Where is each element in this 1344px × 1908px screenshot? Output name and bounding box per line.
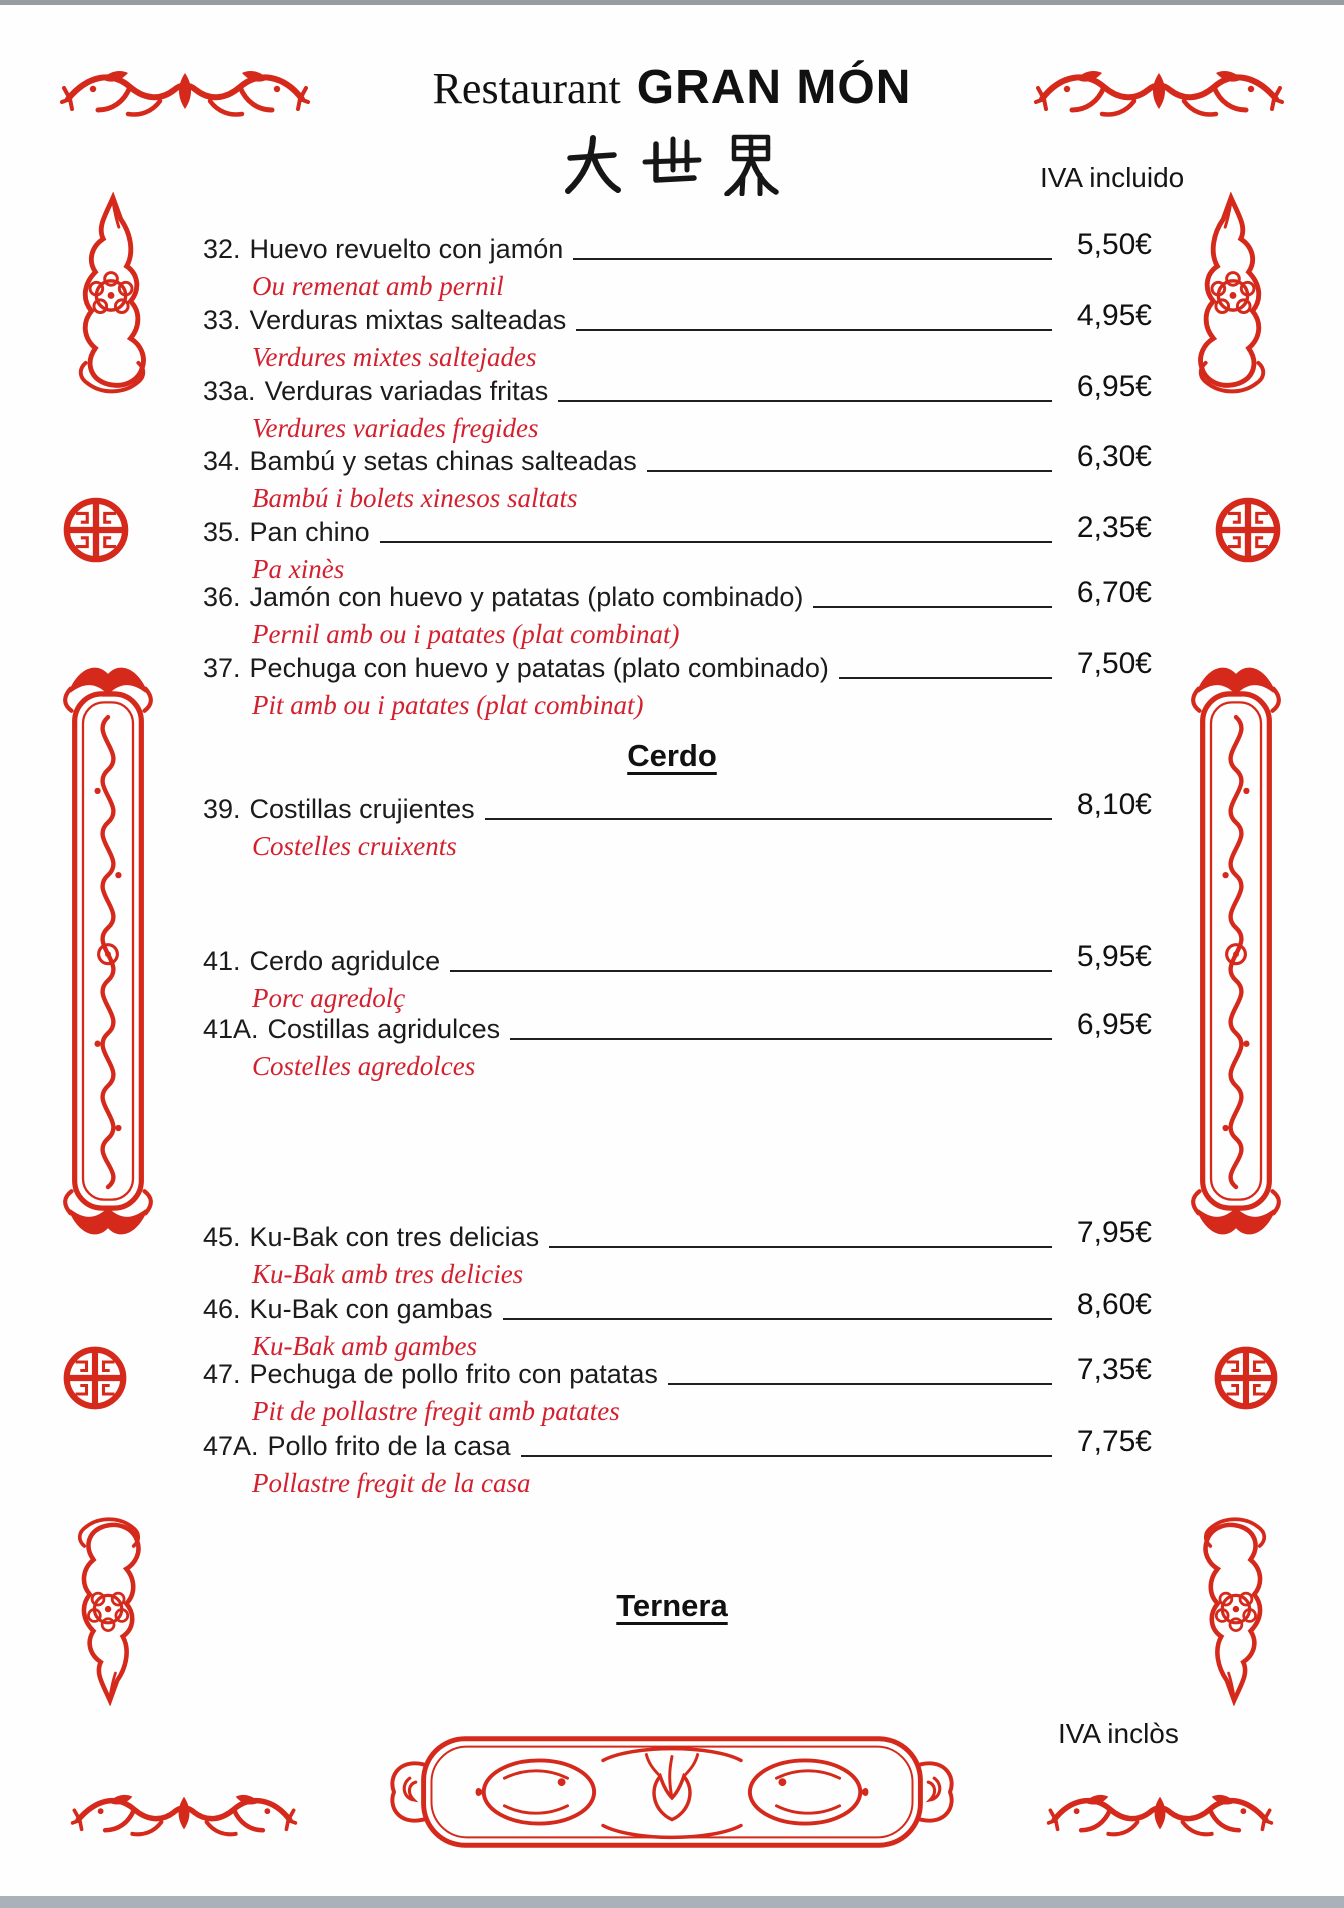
item-translation: Costelles agredolces (252, 1051, 476, 1081)
item-translation: Pit de pollastre fregit amb patates (252, 1396, 620, 1426)
leader-line (573, 258, 1052, 260)
item-name: Pollo frito de la casa (267, 1431, 511, 1461)
item-price: 8,60€ (1076, 1288, 1152, 1321)
item-name: Huevo revuelto con jamón (249, 234, 564, 264)
item-name: Pechuga con huevo y patatas (plato combinado) (249, 653, 829, 683)
leader-line (521, 1455, 1052, 1457)
chinese-name-calligraphy (562, 132, 782, 196)
medallion-left-upper-ornament (62, 496, 130, 564)
item-number: 41A. (203, 1014, 259, 1044)
section-heading-ternera: Ternera (616, 1588, 728, 1623)
leader-line (549, 1246, 1052, 1248)
menu-item-41A (203, 1012, 1052, 1046)
medallion-left-lower-ornament (62, 1345, 128, 1411)
item-translation: Costelles cruixents (252, 831, 457, 861)
item-number: 34. (203, 446, 241, 476)
bottom-cartouche-ornament (384, 1723, 960, 1861)
vat-note-top: IVA incluido (1040, 162, 1185, 193)
menu-item-39 (203, 792, 1052, 826)
menu-item-45 (203, 1220, 1052, 1254)
item-name: Costillas agridulces (267, 1014, 501, 1044)
menu-item-33a (203, 374, 1052, 408)
item-translation: Ku-Bak amb gambes (252, 1331, 477, 1361)
restaurant-name: GRAN MÓN (636, 61, 912, 114)
menu-item-47A (203, 1429, 1052, 1463)
leader-line (450, 970, 1052, 972)
menu-item-46 (203, 1292, 1052, 1326)
menu-item-37 (203, 651, 1052, 685)
item-name: Verduras variadas fritas (264, 376, 549, 406)
item-translation: Ku-Bak amb tres delicies (252, 1259, 524, 1289)
leader-line (668, 1383, 1052, 1385)
item-price: 6,95€ (1076, 1008, 1152, 1041)
item-price: 6,70€ (1076, 576, 1152, 609)
item-price: 4,95€ (1076, 299, 1152, 332)
leader-line (503, 1318, 1052, 1320)
item-price: 6,30€ (1076, 440, 1152, 473)
item-translation: Pollastre fregit de la casa (252, 1468, 531, 1498)
item-price: 7,35€ (1076, 1353, 1152, 1386)
item-name: Pan chino (249, 517, 370, 547)
menu-item-47 (203, 1357, 1052, 1391)
page-title (0, 60, 1344, 115)
leader-line (576, 329, 1052, 331)
item-number: 37. (203, 653, 241, 683)
item-number: 47A. (203, 1431, 259, 1461)
item-price: 8,10€ (1076, 788, 1152, 821)
item-price: 7,75€ (1076, 1425, 1152, 1458)
scan-edge-bottom (0, 1896, 1344, 1908)
medallion-right-lower-ornament (1213, 1345, 1279, 1411)
item-name: Jamón con huevo y patatas (plato combinado) (249, 582, 804, 612)
item-translation: Pernil amb ou i patates (plat combinat) (252, 619, 680, 649)
item-number: 46. (203, 1294, 241, 1324)
item-price: 7,50€ (1076, 647, 1152, 680)
item-number: 47. (203, 1359, 241, 1389)
section-heading-cerdo: Cerdo (627, 738, 717, 773)
flower-top-left-ornament (68, 192, 156, 397)
item-translation: Verdures mixtes saltejades (252, 342, 537, 372)
item-name: Pechuga de pollo frito con patatas (249, 1359, 658, 1389)
item-price: 6,95€ (1076, 370, 1152, 403)
vat-note-bottom: IVA inclòs (1058, 1718, 1179, 1749)
floral-band-bottom-left-ornament (60, 1784, 308, 1842)
item-translation: Pit amb ou i patates (plat combinat) (252, 690, 644, 720)
medallion-right-upper-ornament (1214, 496, 1282, 564)
item-number: 32. (203, 234, 241, 264)
item-name: Costillas crujientes (249, 794, 475, 824)
restaurant-prefix: Restaurant (432, 64, 621, 113)
menu-item-32 (203, 232, 1052, 266)
menu-item-36 (203, 580, 1052, 614)
item-number: 36. (203, 582, 241, 612)
menu-item-41 (203, 944, 1052, 978)
leader-line (558, 400, 1052, 402)
item-translation: Verdures variades fregides (252, 413, 539, 443)
flower-top-right-ornament (1188, 192, 1276, 397)
item-name: Verduras mixtas salteadas (249, 305, 567, 335)
item-number: 41. (203, 946, 241, 976)
item-number: 45. (203, 1222, 241, 1252)
leader-line (380, 541, 1052, 543)
item-number: 33a. (203, 376, 256, 406)
floral-band-bottom-right-ornament (1036, 1784, 1284, 1842)
item-name: Ku-Bak con tres delicias (249, 1222, 540, 1252)
item-number: 35. (203, 517, 241, 547)
item-price: 5,95€ (1076, 940, 1152, 973)
leader-line (647, 470, 1052, 472)
item-translation: Ou remenat amb pernil (252, 271, 504, 301)
item-price: 7,95€ (1076, 1216, 1152, 1249)
item-name: Ku-Bak con gambas (249, 1294, 493, 1324)
item-translation: Porc agredolç (252, 983, 406, 1013)
item-name: Cerdo agridulce (249, 946, 441, 976)
item-price: 5,50€ (1076, 228, 1152, 261)
leader-line (485, 818, 1052, 820)
item-name: Bambú y setas chinas salteadas (249, 446, 637, 476)
item-translation: Bambú i bolets xinesos saltats (252, 483, 578, 513)
item-number: 33. (203, 305, 241, 335)
item-price: 2,35€ (1076, 511, 1152, 544)
menu-item-34 (203, 444, 1052, 478)
scan-edge-top (0, 0, 1344, 5)
item-number: 39. (203, 794, 241, 824)
leader-line (510, 1038, 1052, 1040)
item-translation: Pa xinès (252, 554, 345, 584)
menu-item-33 (203, 303, 1052, 337)
menu-item-35 (203, 515, 1052, 549)
